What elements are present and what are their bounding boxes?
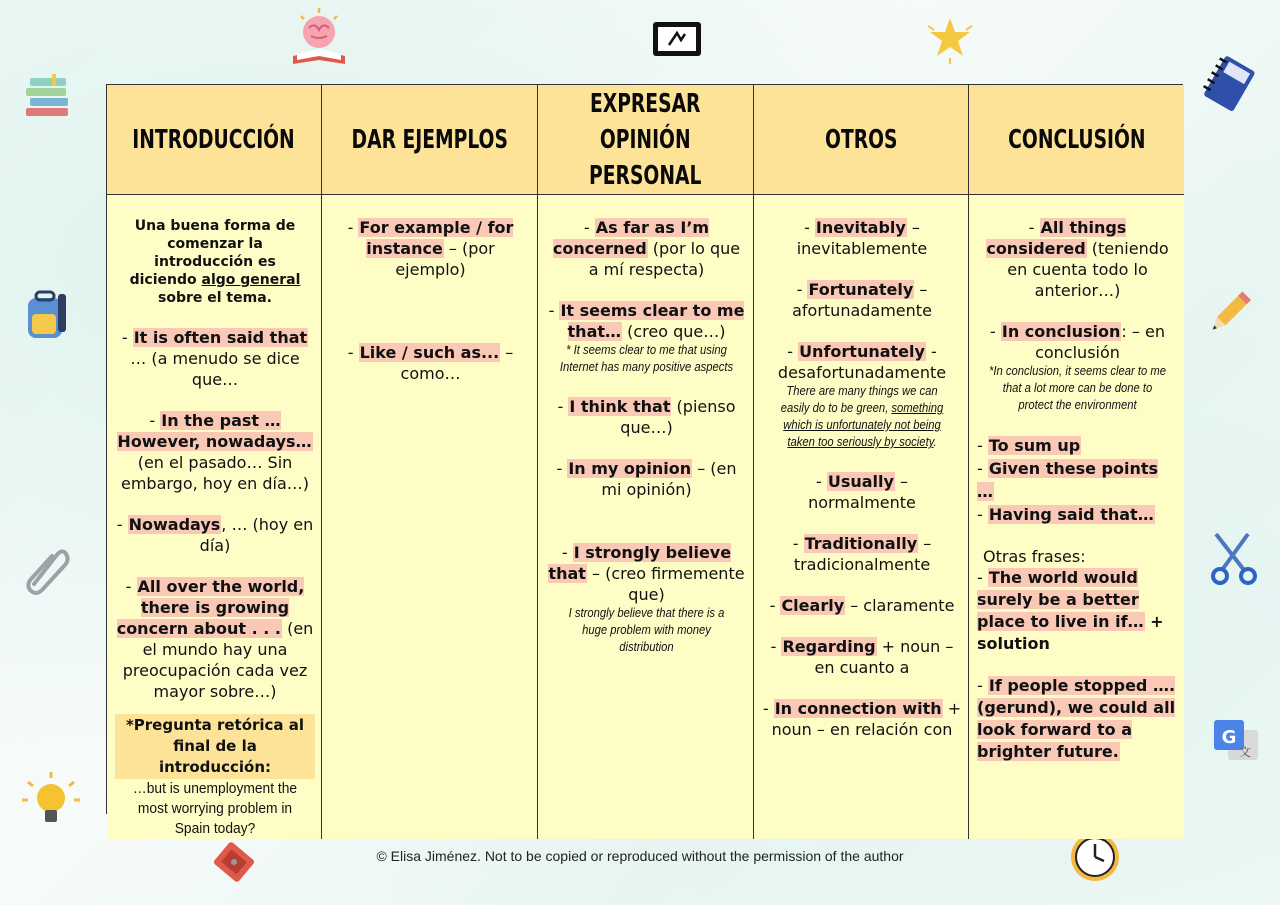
conclusion-item: - All things considered (teniendo en cuenta todo lo anterior…) [986, 218, 1169, 300]
conclusion-item: - Having said that… [977, 505, 1154, 524]
phrase: In my opinion [568, 459, 692, 478]
backpack-icon [22, 290, 70, 340]
phrase: Regarding [782, 637, 876, 656]
phrase: In connection with [774, 699, 942, 718]
phrase: All things considered [986, 218, 1127, 258]
paperclip-icon [24, 544, 70, 594]
dash: - [149, 411, 161, 430]
phrase: In conclusion [1001, 322, 1121, 341]
translation: (por lo que a mí respecta) [588, 239, 741, 279]
translation: – (creo firmemente que) [586, 564, 745, 604]
opinion-item: - I think that (pienso que…) [557, 397, 736, 437]
conclusion-item: - If people stopped ….(gerund), we could all look forward to a brighter future. [977, 676, 1176, 761]
column-examples [322, 195, 538, 839]
phrase: Like / such as... [359, 343, 500, 362]
intro-lead-text: Una buena forma de comenzar la introducción es diciendo [129, 218, 296, 288]
examples-item [330, 217, 531, 280]
translate-icon [1212, 716, 1260, 764]
svg-text:文: 文 [1238, 745, 1252, 759]
column-conclusion [969, 195, 1184, 839]
translation: - desafortunadamente [777, 342, 947, 382]
header-intro [107, 85, 322, 195]
phrase: It is often said that [133, 328, 308, 347]
phrase: I strongly believe that [548, 543, 732, 583]
intro-lead [123, 217, 307, 307]
example-sentence: * It seems clear to me that using Internet has many positive aspects [559, 343, 734, 374]
example-part: There are many things we can easily do to be green, [780, 384, 938, 415]
dash: - [125, 577, 137, 596]
translation: + noun – en relación con [771, 699, 962, 739]
phrase: Inevitably [815, 218, 906, 237]
phrase: If people stopped ….(gerund), we could all look forward to a brighter future. [977, 676, 1176, 761]
rhetorical-question-example: …but is unemployment the most worrying problem in Spain today? [132, 780, 298, 837]
opinion-item: - I strongly believe that – (creo firmemente que) I strongly believe that there is a huge problem with money distribution [548, 543, 745, 654]
phrase: To sum up [988, 436, 1081, 455]
translation: (creo que…) [622, 322, 726, 341]
scissors-icon [1208, 530, 1260, 586]
phrase: It seems clear to me that… [560, 301, 745, 341]
phrase: For example / for instance [359, 218, 514, 258]
header-others-label: OTROS [824, 124, 898, 155]
conclusion-item: - To sum up [977, 436, 1081, 455]
phrase: Traditionally [804, 534, 918, 553]
header-examples-label: DAR EJEMPLOS [351, 124, 508, 155]
others-item: - Clearly – claramente [769, 596, 955, 615]
intro-lead-end: sobre el tema. [158, 290, 272, 306]
others-item: - Unfortunately - desafortunadamente There are many things we can easily do to be green, something which is unfortunately not being taken too seriously by society. [762, 341, 962, 451]
others-item: - In connection with + noun – en relación con [762, 699, 962, 739]
examples-item [330, 342, 531, 384]
conclusion-list [977, 434, 1178, 526]
translation: (pienso que…) [620, 397, 736, 437]
phrase: Given these points … [977, 459, 1159, 501]
intro-lead-underlined: algo general [201, 272, 301, 288]
other-phrases-label: Otras frases: [983, 547, 1086, 566]
translation: … (a menudo se dice que… [130, 349, 300, 389]
dash: - [347, 218, 359, 237]
phrase: Having said that… [988, 505, 1154, 524]
lightbulb-icon [20, 770, 82, 832]
translation: : – en conclusión [1035, 322, 1165, 362]
phrase: The world would surely be a better place to live in if… [977, 568, 1144, 631]
header-opinion-label: EXPRESAR OPINIÓN PERSONAL [589, 88, 702, 191]
translation: (teniendo en cuenta todo lo anterior…) [1007, 239, 1169, 300]
example-sentence [772, 383, 952, 451]
others-item: - Regarding + noun – en cuanto a [770, 637, 954, 677]
dash: - [116, 515, 128, 534]
dash: - [121, 328, 133, 347]
example-end: . [933, 435, 937, 449]
dash: - [347, 343, 359, 362]
intro-item [115, 576, 315, 702]
phrase: I think that [569, 397, 671, 416]
conclusion-item: - In conclusion: – en conclusión *In conclusion, it seems clear to me that a lot more can be done to protect the environment [989, 322, 1166, 412]
rhetorical-question [115, 714, 315, 839]
phrases-table [106, 84, 1183, 837]
intro-item [115, 410, 315, 494]
header-intro-label: INTRODUCCIÓN [132, 124, 296, 155]
translation: – (en mi opinión) [601, 459, 737, 499]
phrase: In the past … However, nowadays… [117, 411, 312, 451]
svg-text:G: G [1221, 727, 1237, 748]
header-examples [322, 85, 538, 195]
rhetorical-question-label: *Pregunta retórica al final de la introducción: [115, 714, 315, 779]
translation: – claramente [845, 596, 955, 615]
phrase: Fortunately [808, 280, 914, 299]
translation: – como… [400, 343, 514, 383]
phrase: Nowadays [128, 515, 221, 534]
translation: (en el pasado… Sin embargo, hoy en día…) [120, 453, 309, 493]
phrase: Usually [827, 472, 894, 491]
header-conclusion [969, 85, 1184, 195]
conclusion-item: - The world would surely be a better place to live in if… + solution [977, 568, 1164, 653]
translation: + noun – en cuanto a [814, 637, 954, 677]
brain-book-icon [289, 6, 349, 68]
phrase: Clearly [781, 596, 845, 615]
translation: – inevitablemente [796, 218, 928, 258]
phrase: All over the world, there is growing concern about . . . [116, 577, 305, 638]
others-item: - Fortunately – afortunadamente [792, 280, 932, 320]
phrase: As far as I’m concerned [552, 218, 710, 258]
others-item: - Inevitably – inevitablemente [796, 218, 928, 258]
translation: – normalmente [808, 472, 916, 512]
pencil-icon [1204, 286, 1254, 338]
tablet-icon [651, 20, 703, 58]
opinion-item: - As far as I’m concerned (por lo que a mí respecta) [552, 218, 741, 279]
copyright-footer: © Elisa Jiménez. Not to be copied or reproduced without the permission of the author [376, 848, 904, 864]
example-sentence: *In conclusion, it seems clear to me that a lot more can be done to protect the environment [989, 364, 1166, 412]
phrase: Unfortunately [799, 342, 925, 361]
header-opinion [538, 85, 754, 195]
header-conclusion-label: CONCLUSIÓN [1007, 124, 1146, 155]
header-others [754, 85, 969, 195]
opinion-item: - In my opinion – (en mi opinión) [556, 459, 737, 499]
translation: + solution [977, 612, 1164, 653]
others-item: - Usually – normalmente [808, 472, 916, 512]
notebook-icon [1198, 54, 1258, 114]
intro-item [115, 327, 315, 390]
conclusion-item: - Given these points … [977, 459, 1159, 501]
example-sentence: I strongly believe that there is a huge problem with money distribution [568, 606, 725, 654]
column-others [754, 195, 969, 839]
opinion-item: - It seems clear to me that… (creo que…) * It seems clear to me that using Internet has many positive aspects [548, 301, 745, 374]
books-icon [24, 72, 72, 120]
translation: – tradicionalmente [793, 534, 932, 574]
star-icon [922, 12, 978, 68]
intro-item [115, 514, 315, 556]
translation: – afortunadamente [792, 280, 932, 320]
others-item: - Traditionally – tradicionalmente [792, 534, 932, 574]
translation: (en el mundo hay una preocupación cada vez mayor sobre…) [122, 619, 314, 701]
translation: , … (hoy en día) [199, 515, 314, 555]
column-intro [107, 195, 322, 839]
example-underlined: something which is unfortunately not being taken too seriously by society [783, 401, 944, 449]
column-opinion [538, 195, 754, 839]
translation: – (por ejemplo) [395, 239, 495, 279]
